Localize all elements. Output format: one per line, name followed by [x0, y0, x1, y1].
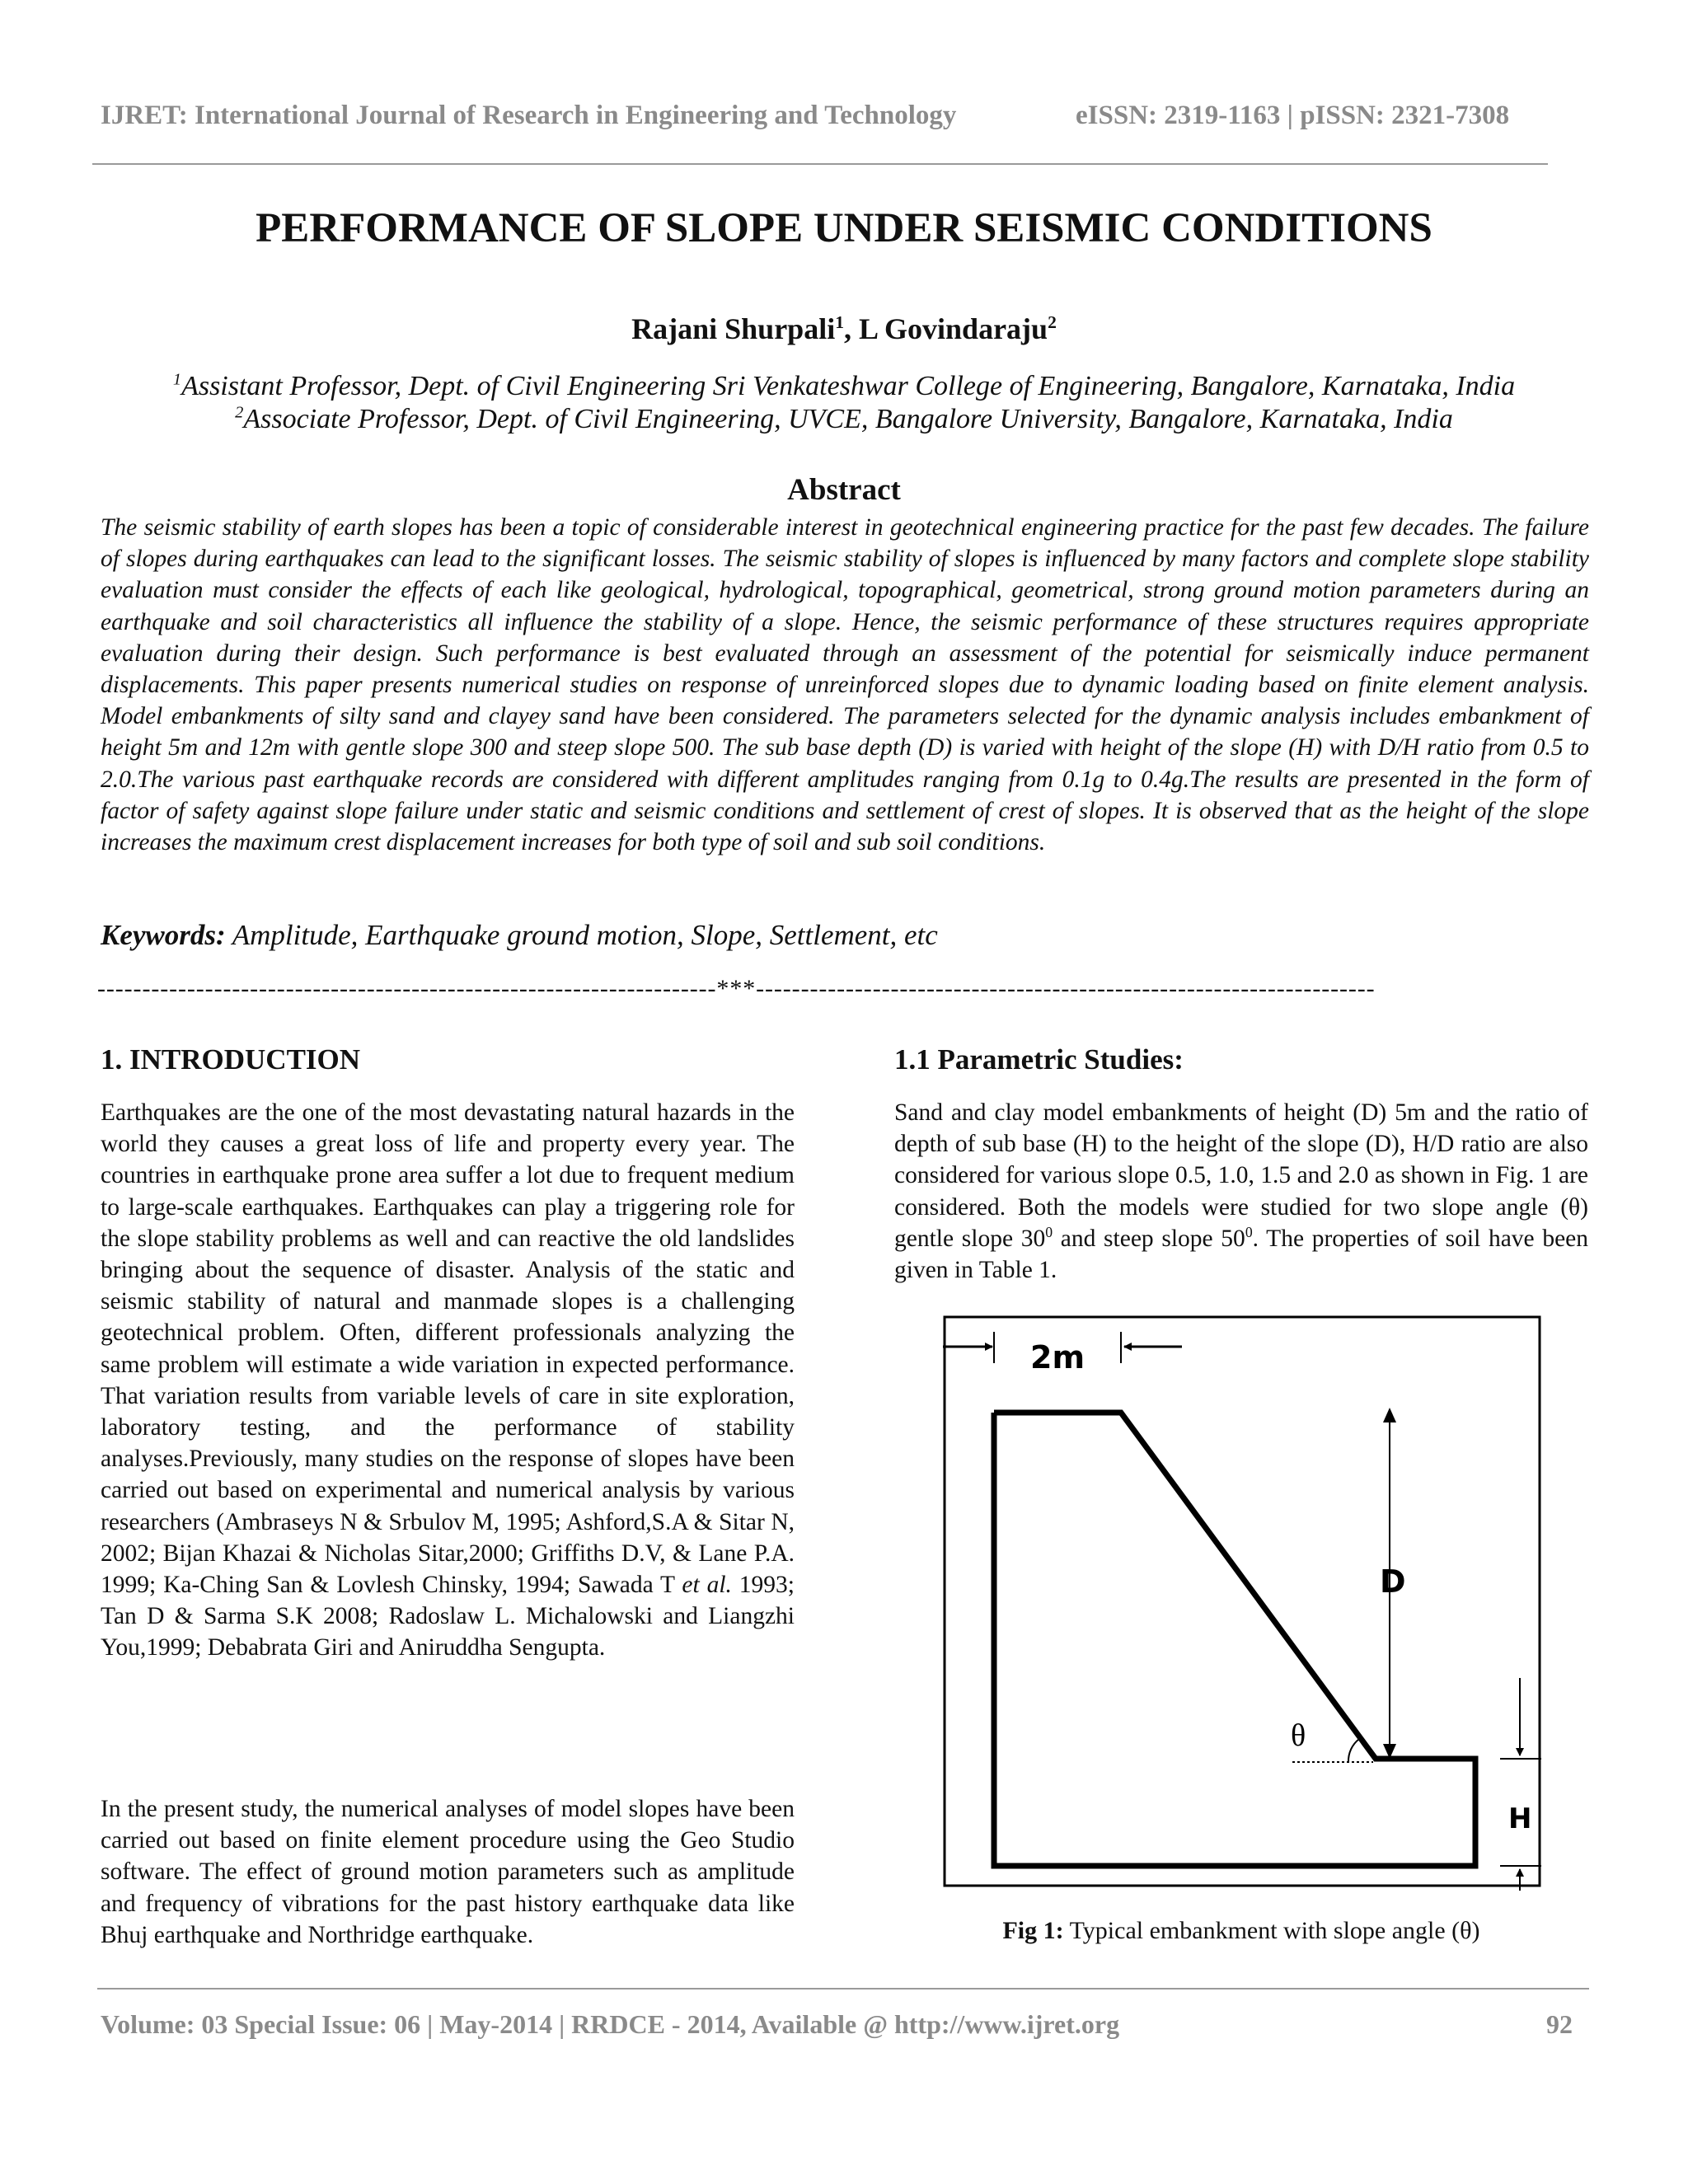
h-label: H	[1508, 1802, 1532, 1835]
d-label: D	[1380, 1563, 1406, 1600]
author-mark: 2	[1048, 312, 1057, 332]
intro-text: Earthquakes are the one of the most devastating natural hazards in the world they causes a great loss of life and property every year. The countries in earthquake prone area suffer a lot due to frequent medium to large-scale earthquakes. Earthquakes can play a triggering role for the slope stability problems as well and can reactive the old landslides bringing about the sequence of disaster. Analysis of the static and seismic stability of natural and manmade slopes is a challenging geotechnical problem. Often, different professionals analyzing the same problem will estimate a wide variation in expected performance. That variation results from variable levels of care in site exploration, laboratory testing, and the performance of stability analyses.Previously, many studies on the response of slopes have been carried out based on experimental and numerical analysis by various researchers (Ambraseys N & Srbulov M, 1995; Ashford,S.A & Sitar N, 2002; Bijan Khazai & Nicholas Sitar,2000; Griffiths D.V, & Lane P.A. 1999; Ka-Ching San & Lovlesh Chinsky, 1994; Sawada T	[101, 1099, 795, 1599]
abstract-text: The seismic stability of earth slopes has been a topic of considerable interest in geotechnical engineering practice for the past few decades. The failure of slopes during earthquakes can lead to the significant losses. The seismic stability of slopes is influenced by many factors and complete slope stability evaluation must consider the effects of each like geological, hydrological, topographical, geometrical, strong ground motion parameters during an earthquake and soil characteristics all influence the stability of a slope. Hence, the seismic performance of these structures requires appropriate evaluation during their design. Such performance is best evaluated through an assessment of the potential for seismically induce permanent displacements. This paper presents numerical studies on response of unreinforced slopes due to dynamic loading based on finite element analysis. Model embankments of silty sand and clayey sand have been considered. The parameters selected for the dynamic analysis includes embankment of height 5m and 12m with gentle slope 300 and steep slope 500. The sub base depth (D) is varied with height of the slope (H) with D/H ratio from 0.5 to 2.0.The various past earthquake records are considered with different amplitudes ranging from 0.1g to 0.4g.The results are presented in the form of factor of safety against slope failure under static and seismic conditions and settlement of crest of slopes. It is observed that as the height of the slope increases the maximum crest displacement increases for both type of soil and sub soil conditions.	[101, 514, 1589, 856]
header-rule	[92, 163, 1548, 165]
param-text: Sand and clay model embankments of height (D) 5m and the ratio of depth of sub base (H) to the height of the slope (D), H/D ratio are also considered for various slope 0.5, 1.0, 1.5 and 2.0 as shown in Fig. 1 are considered. Both the models were studied for two slope angle (θ) gentle slope 30	[894, 1099, 1588, 1252]
abstract-heading: Abstract	[787, 473, 901, 507]
angle-arc	[1348, 1739, 1359, 1762]
author-name: L Govindaraju	[859, 312, 1048, 345]
d-arrow-top	[1383, 1408, 1396, 1422]
figure-caption	[894, 1917, 1588, 1945]
figure-frame	[945, 1317, 1540, 1886]
degree-mark: 0	[1045, 1223, 1053, 1240]
parametric-heading: 1.1 Parametric Studies:	[894, 1043, 1184, 1076]
parametric-paragraph	[894, 1097, 1588, 1286]
affiliation-2	[0, 404, 1688, 435]
journal-header: IJRET: International Journal of Research in Engineering and Technology	[101, 101, 957, 130]
intro-italic: et al.	[682, 1572, 732, 1599]
figure-caption-text: Typical embankment with slope angle (θ)	[1069, 1917, 1480, 1944]
embankment-outline	[994, 1413, 1475, 1866]
affiliation-text: Associate Professor, Dept. of Civil Engineering, UVCE, Bangalore University, Bangalore, Karnataka, India	[243, 404, 1453, 434]
affiliation-mark: 1	[172, 370, 182, 389]
intro-text: 1993; Tan D & Sarma S.K 2008; Radoslaw L. Michalowski and Liangzhi You,1999; Debabrata Giri and Aniruddha Sengupta.	[101, 1572, 795, 1661]
affiliation-mark: 2	[235, 403, 244, 422]
introduction-paragraph-2: In the present study, the numerical analyses of model slopes have been carried out based on finite element procedure using the Geo Studio software. The effect of ground motion parameters such as amplitude and frequency of vibrations for the past history earthquake data like Bhuj earthquake and Northridge earthquake.	[101, 1796, 795, 1948]
param-text: and steep slope 50	[1053, 1225, 1245, 1252]
paper-title: PERFORMANCE OF SLOPE UNDER SEISMIC CONDITIONS	[256, 205, 1432, 251]
keywords-text: Amplitude, Earthquake ground motion, Slope, Settlement, etc	[232, 919, 938, 951]
keywords	[101, 919, 938, 952]
introduction-paragraph-1	[101, 1097, 795, 1664]
param-text: . The properties of soil have been given in Table 1.	[894, 1225, 1589, 1284]
theta-label: θ	[1291, 1718, 1306, 1753]
width-label: 2m	[1030, 1339, 1085, 1376]
figure-caption-label: Fig 1:	[1002, 1917, 1064, 1944]
introduction-heading: 1. INTRODUCTION	[101, 1043, 361, 1076]
embankment-figure	[943, 1315, 1543, 1892]
affiliation-1	[0, 371, 1688, 402]
footer-text: Volume: 03 Special Issue: 06 | May-2014 | RRDCE - 2014, Available @ http://www.ijret.org	[101, 2009, 1120, 2039]
page-number: 92	[1546, 2009, 1573, 2039]
issn-header: eISSN: 2319-1163 | pISSN: 2321-7308	[1076, 101, 1510, 130]
author-name: Rajani Shurpali	[631, 312, 836, 345]
keywords-label: Keywords:	[101, 919, 226, 951]
author-mark: 1	[835, 312, 844, 332]
author-line: Rajani Shurpali$^1$, L Govindaraju$^2$	[631, 312, 1057, 345]
degree-mark: 0	[1245, 1223, 1253, 1240]
footer-rule	[97, 1988, 1589, 1990]
affiliation-text: Assistant Professor, Dept. of Civil Engineering Sri Venkateshwar College of Engineering, Bangalore, Karnataka, India	[181, 371, 1516, 401]
section-separator: ---------------------------------------------------------------------***---------------------------------------------------------------------	[97, 975, 1376, 1002]
